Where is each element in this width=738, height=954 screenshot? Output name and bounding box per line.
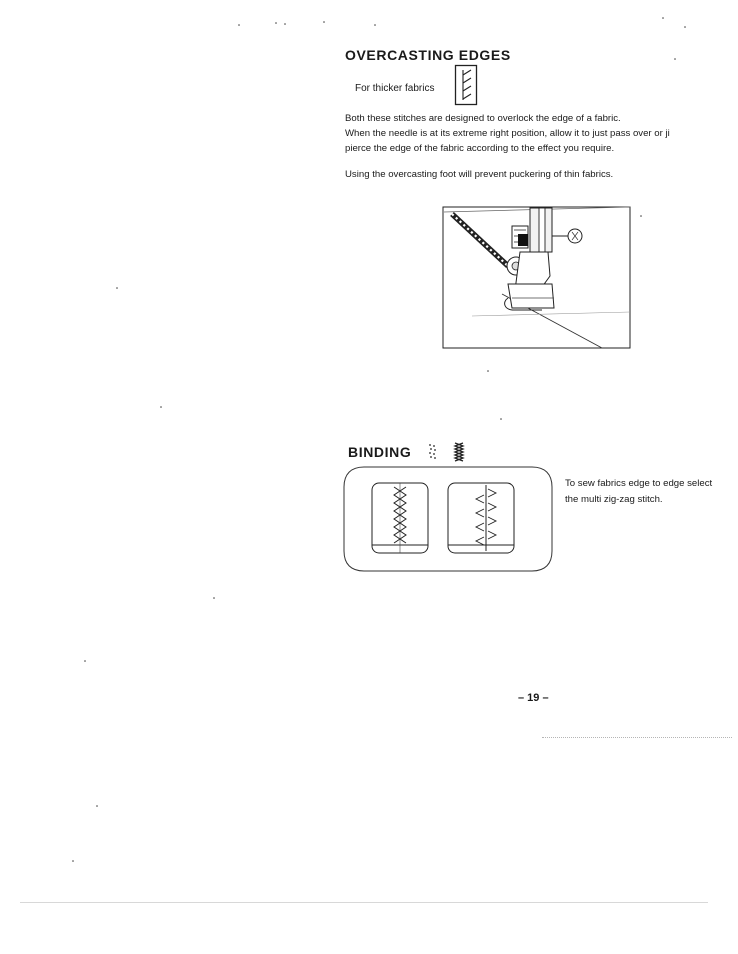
multi-zigzag-small-icon <box>428 443 438 461</box>
binding-description-line-1: To sew fabrics edge to edge select <box>565 478 713 489</box>
page-number: – 19 – <box>518 692 549 704</box>
binding-stitch-illustration <box>342 465 554 573</box>
section-subtitle-thicker-fabrics: For thicker fabrics <box>355 83 435 94</box>
overcasting-paragraph-line-3: pierce the edge of the fabric according to the effect you require. <box>345 143 615 154</box>
multi-zigzag-large-icon <box>453 441 465 463</box>
overcasting-paragraph-line-2: When the needle is at its extreme right position, allow it to just pass over or ji <box>345 128 670 139</box>
overcasting-foot-note: Using the overcasting foot will prevent puckering of thin fabrics. <box>345 169 614 180</box>
binding-description-line-2: the multi zig-zag stitch. <box>565 494 663 505</box>
overcasting-foot-illustration <box>442 206 632 350</box>
overcasting-paragraph-line-1: Both these stitches are designed to overlock the edge of a fabric. <box>345 113 621 124</box>
bottom-rule <box>20 902 708 903</box>
overcast-stitch-icon <box>454 64 478 106</box>
section-title-overcasting: OVERCASTING EDGES <box>345 47 511 63</box>
section-title-binding: BINDING <box>348 444 412 460</box>
scan-noise-line <box>542 737 732 738</box>
